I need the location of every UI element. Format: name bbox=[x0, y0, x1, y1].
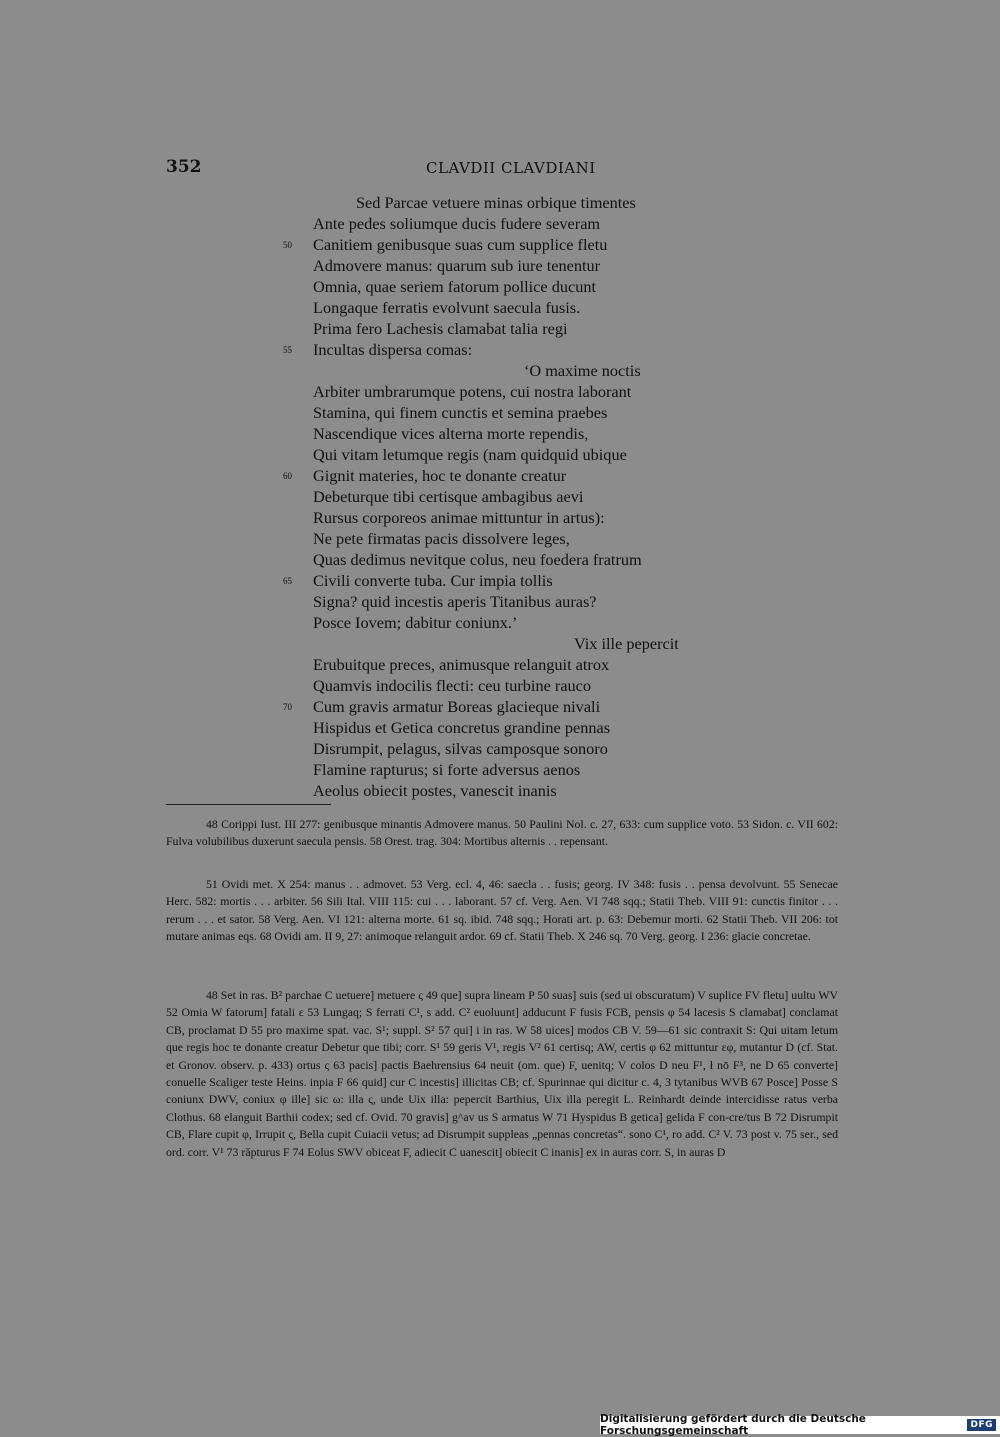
verse-line: Stamina, qui finem cunctis et semina praebes bbox=[313, 403, 608, 422]
verse-line: Omnia, quae seriem fatorum pollice ducunt bbox=[313, 277, 597, 296]
verse-line: Ante pedes soliumque ducis fudere severam bbox=[313, 214, 601, 233]
verse-line: Gignit materies, hoc te donante creatur bbox=[313, 466, 567, 485]
parallels-text: 51 Ovidi met. X 254: manus . . admovet. 53 Verg. ecl. 4, 46: saecla . . fusis; georg. IV 348: fusis . . pensa devolvunt. 55 Senecae Herc. 582: mortis . . . arbiter. 56 Sili Ital. VIII 115: cui . . . laborant. 57 cf. Verg. Aen. VI 748 sqq.; Statii Theb. VIII 91: cunctis finitor . . . rerum . . . et sator. 58 Verg. Aen. VI 121: alterna morte. 61 sq. ibid. 748 sqq.; Horati art. p. 63: Debemur morti. 62 Statii Theb. VII 206: tot mutare animas eqs. 68 Ovidi am. II 9, 27: animoque relanguit ardor. 69 cf. Statii Theb. X 246 sq. 70 Verg. georg. I 236: glacie concretae. bbox=[166, 877, 838, 944]
line-number: 65 bbox=[283, 576, 292, 586]
verse-line: Flamine rapturus; si forte adversus aenos bbox=[313, 760, 581, 779]
line-number: 55 bbox=[283, 345, 292, 355]
critical-apparatus bbox=[166, 987, 838, 1161]
page-number: 352 bbox=[166, 157, 202, 177]
page-header bbox=[166, 157, 838, 181]
verse-line: Canitiem genibusque suas cum supplice fletu bbox=[313, 235, 608, 254]
line-number: 60 bbox=[283, 471, 292, 481]
line-number: 50 bbox=[283, 240, 292, 250]
footnote-divider bbox=[166, 804, 331, 805]
verse-line: Posce Iovem; dabitur coniunx.’ bbox=[313, 613, 518, 632]
apparatus-text: 48 Set in ras. B² parchae C uetuere] metuere ς 49 que] supra lineam P 50 suas] suis (sed ui obscuratum) V suplice FV fletu] uultu WV 52 Omia W fatorum] fatali ε 53 Lungaq; S ferrati C¹, s add. C² euoluunt] adducunt F fusis FCB, pensis φ 54 lacesis S clamabat] conclamat CB, proclamat D 55 pro maxime spat. vac. S¹; suppl. S² 57 qui] i in ras. W 58 uices] modos CB V. 59—61 sic contraxit S: Qui uitam letum que regis hoc te donante creatur Debetur que tibi; corr. S¹ 59 geris V¹, regis V² 61 certisq; AW, certis φ 62 mittuntur εφ, mutantur D (cf. Stat. et Gronov. observ. p. 433) ortus ς 63 pacis] pactis Baehrensius 64 neuit (om. que) F, uenitq; V colos D neu F¹, ł nō F³, ne D 65 converte] conuelle Scaliger teste Heins. inpia F 66 quid] cur C incestis] illicitas CB; cf. Spurinnae qui dicitur c. 4, 3 tytanibus WVB 67 Posce] Posse S coniunx DWV, coniux φ ille] sic ω: illa ς, unde Uix illa: pepercit Barthius, Uix illa peregit L. Reinhardt deinde intercidisse ratus verba Clothus. 68 elanguit Barthii codex; sed cf. Ovid. 70 gravis] g^av us S armatus W 71 Hyspidus B getica] gelida F con-cre/tus B 72 Disrumpit CB, Flare cupit φ, Irrupit ς, Bella cupit Cuiacii vetus; ad Disrumpit suppleas „pennas concretas“. sono C¹, ro add. C² V. 73 post v. 75 ser., sed ord. corr. V¹ 73 răpturus F 74 Eolus SWV obiceat F, adiecit C uanescit] obiecit C inanis] ex in auras corr. S, in auras D bbox=[166, 988, 838, 1159]
running-title: CLAVDII CLAVDIANI bbox=[426, 159, 596, 177]
verse-line: Nascendique vices alterna morte rependis, bbox=[313, 424, 589, 443]
verse-line: Quas dedimus nevitque colus, neu foedera fratrum bbox=[313, 550, 642, 569]
verse-line: Prima fero Lachesis clamabat talia regi bbox=[313, 319, 568, 338]
verse-line: Vix ille pepercit bbox=[574, 634, 679, 653]
line-number: 70 bbox=[283, 702, 292, 712]
testimonia-notes bbox=[166, 816, 838, 851]
testimonia-text: 48 Corippi Iust. III 277: genibusque minantis Admovere manus. 50 Paulini Nol. c. 27, 633: cum supplice voto. 53 Sidon. c. VII 602: Fulva volubilibus duxerunt saecula pensis. 58 Orest. trag. 304: Mortibus alternis . . repensant. bbox=[166, 817, 838, 849]
digitization-footer bbox=[600, 1413, 1000, 1437]
footer-text: Digitalisierung gefördert durch die Deutsche Forschungsgemeinschaft bbox=[600, 1413, 866, 1437]
verse-line: Signa? quid incestis aperis Titanibus auras? bbox=[313, 592, 597, 611]
verse-line: Disrumpit, pelagus, silvas camposque sonoro bbox=[313, 739, 608, 758]
verse-line: Admovere manus: quarum sub iure tenentur bbox=[313, 256, 601, 275]
verse-line: Longaque ferratis evolvunt saecula fusis. bbox=[313, 298, 581, 317]
verse-line: Ne pete firmatas pacis dissolvere leges, bbox=[313, 529, 570, 548]
verse-line: Quamvis indocilis flecti: ceu turbine rauco bbox=[313, 676, 592, 695]
parallel-passages-notes bbox=[166, 876, 838, 946]
verse-line: Hispidus et Getica concretus grandine pennas bbox=[313, 718, 611, 737]
verse-line: Aeolus obiecit postes, vanescit inanis bbox=[313, 781, 557, 800]
verse-line: Arbiter umbrarumque potens, cui nostra laborant bbox=[313, 382, 632, 401]
verse-line: Rursus corporeos animae mittuntur in artus): bbox=[313, 508, 605, 527]
verse-line: Debeturque tibi certisque ambagibus aevi bbox=[313, 487, 584, 506]
verse-line: Sed Parcae vetuere minas orbique timentes bbox=[356, 193, 636, 212]
verse-line: Civili converte tuba. Cur impia tollis bbox=[313, 571, 553, 590]
verse-line: Erubuitque preces, animusque relanguit atrox bbox=[313, 655, 610, 674]
verse-line: Incultas dispersa comas: bbox=[313, 340, 473, 359]
verse-line: Qui vitam letumque regis (nam quidquid ubique bbox=[313, 445, 627, 464]
verse-line: ‘O maxime noctis bbox=[524, 361, 641, 380]
verse-line: Cum gravis armatur Boreas glacieque nivali bbox=[313, 697, 601, 716]
dfg-logo: DFG bbox=[967, 1419, 996, 1431]
